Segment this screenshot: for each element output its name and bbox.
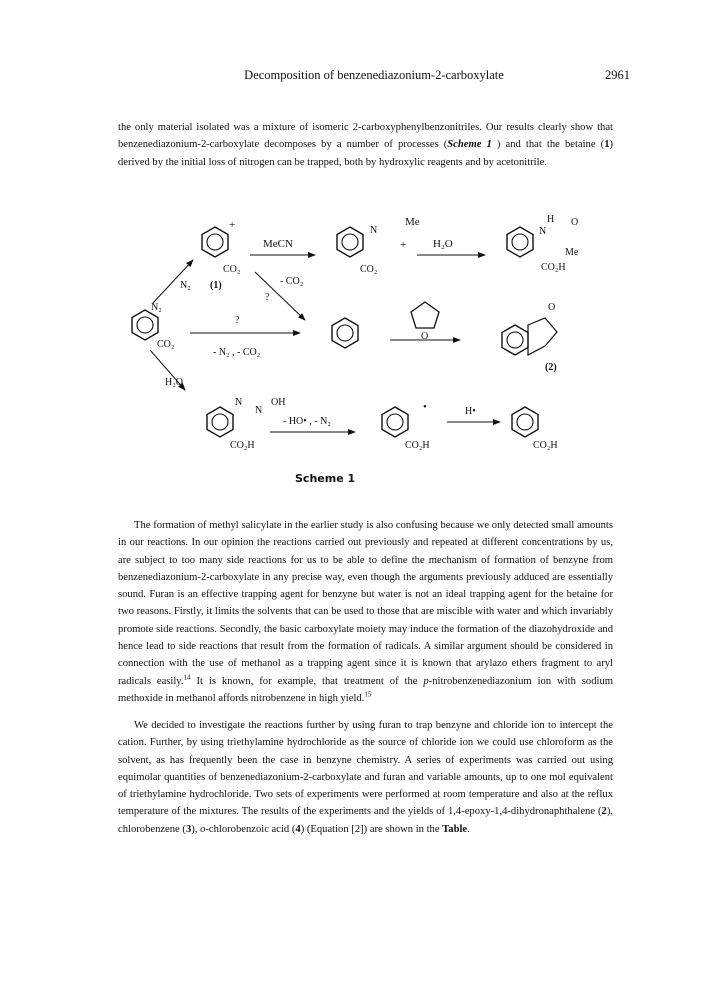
imine-intermediate-structure — [337, 216, 420, 275]
text-run: The formation of methyl salicylate in the earlier study is also confusing because we only detected small amounts in our reactions. In our opinion the reactions carried out previously and repeated at different concentrations by us, are subject to too many side reactions for us to be able to define the mechanism of formation of benzyne from benzenediazonium-2-carboxylate in any precise way, even though the arguments previously adduced are essentially sound. Furan is an effective trapping agent for benzyne but water is not an ideal trapping agent for the betaine for two reasons. Firstly, it limits the solvents that can be used to those that are miscible with water and which invariably promote side reactions. Secondly, the basic carboxylate moiety may induce the formation of the diazohydroxide and hence lead to side reactions that result from the formation of radicals. A similar argument should be considered in connection with the use of methanol as a trapping agent since it is known that arylazo ethers fragment to aryl radicals easily. — [118, 520, 613, 687]
text-run: ) (Equation [2]) are shown in the — [300, 823, 443, 835]
o-atom: O — [571, 217, 579, 228]
amide-product-structure — [507, 214, 579, 273]
co2-minus-label: CO₂ — [157, 339, 175, 350]
aryl-radical-structure — [382, 401, 430, 451]
reference-superscript: 14 — [183, 673, 191, 682]
text-run: ), — [191, 823, 201, 835]
n2-plus-label: N₂ — [151, 302, 162, 313]
compound-label-1: (1) — [210, 280, 222, 291]
question-mark-1: ? — [265, 292, 270, 303]
h-atom: H — [547, 214, 555, 225]
co2h-label: CO₂H — [533, 440, 558, 451]
radical-dot: • — [423, 401, 427, 413]
text-run: -nitrobenzenediazonium ion with sodium methoxide in methanol affords nitrobenzene in high yield. — [118, 675, 614, 704]
scheme-caption: Scheme 1 — [295, 472, 356, 485]
o-atom: O — [548, 302, 556, 313]
benzenediazonium-carboxylate-structure — [132, 302, 174, 350]
compound-number: 1 — [604, 139, 610, 151]
running-title: Decomposition of benzenediazonium-2-carboxylate — [244, 68, 504, 82]
page-number: 2961 — [605, 68, 630, 82]
paragraph-intro — [118, 119, 613, 171]
minus-n2-label: N₂ — [180, 280, 191, 291]
text-run: . — [467, 823, 470, 835]
n-atom: N — [370, 225, 378, 236]
paragraph-experiments — [118, 717, 613, 838]
methyl-label: Me — [405, 216, 420, 228]
compound-number: 3 — [185, 823, 192, 835]
text-run: the only material isolated was a mixture of isomeric 2-carboxyphenylbenzonitriles. Our results clearly show that benzenediazonium-2-carboxylate decomposes by a number of processes ( — [118, 122, 613, 151]
furan-structure — [411, 302, 439, 342]
n-atom: N — [255, 405, 263, 416]
co2h-label: CO₂H — [541, 262, 566, 273]
co2h-label: CO₂H — [405, 440, 430, 451]
running-header — [118, 68, 630, 84]
compound-number: 4 — [295, 823, 301, 835]
co2-minus-label: CO₂ — [360, 264, 378, 275]
text-run: We decided to investigate the reactions further by using furan to trap benzyne and chloride ion to intercept the cation. Further, by using triethylamine hydrochloride as the source of chloride ion we could use chloroform as the solvent, as has frequently been the case in benzyne chemistry. A series of experiments was carried out using equimolar quantities of benzenediazonium-2-carboxylate and furan and variable amounts, up to one mol equivalent of triethylamine hydrochloride. Two sets of experiments were performed at room temperature and also at the reflux temperature of the mixtures. The results of the experiments and the yields of 1,4-epoxy-1,4-dihydronaphthalene ( — [118, 720, 613, 818]
reagent-water-down: H₂O — [165, 377, 183, 388]
text-run: It is known, for example, that treatment of the — [190, 675, 424, 687]
hydroxyl-label: OH — [271, 397, 286, 408]
benzyne-structure — [332, 318, 358, 348]
o-atom: O — [421, 331, 429, 342]
benzoic-acid-structure — [512, 407, 558, 451]
minus-n2-co2-label: - N₂ , - CO₂ — [213, 347, 261, 358]
betaine-structure — [202, 219, 240, 291]
minus-co2-label: - CO₂ — [280, 276, 304, 287]
co2-minus-label: CO₂ — [223, 264, 241, 275]
table-reference: Table — [442, 823, 468, 835]
epoxynaphthalene-structure — [502, 302, 557, 373]
reagent-water: H₂O — [433, 238, 453, 250]
n-atom: N — [235, 397, 243, 408]
plus-charge: + — [229, 219, 236, 231]
co2h-label: CO₂H — [230, 440, 255, 451]
reagent-mecn: MeCN — [263, 238, 293, 250]
reference-superscript: 15 — [364, 690, 372, 699]
text-run: ) and that the betaine ( — [491, 139, 605, 151]
hydrogen-radical-label: H• — [465, 406, 476, 417]
compound-number: 2 — [601, 806, 607, 818]
italic-prefix: o — [200, 823, 206, 835]
text-run: ) derived by the initial loss of nitrogen can be trapped, both by hydroxylic reagents and by acetonitrile. — [118, 139, 614, 168]
n-atom: N — [539, 226, 547, 237]
scheme-reference: Scheme 1 — [447, 139, 492, 151]
compound-label-2: (2) — [545, 362, 557, 373]
plus-charge: + — [400, 239, 407, 251]
reaction-scheme — [105, 200, 625, 500]
question-mark-2: ? — [235, 315, 240, 326]
diazohydroxide-structure — [207, 397, 285, 451]
italic-prefix: p — [423, 675, 429, 687]
paragraph-discussion — [118, 517, 613, 707]
minus-ho-n2-label: - HO• , - N₂ — [283, 416, 331, 427]
methyl-label: Me — [565, 247, 579, 258]
text-run: -chlorobenzoic acid ( — [205, 823, 296, 835]
text-run: ), chlorobenzene ( — [118, 806, 613, 835]
